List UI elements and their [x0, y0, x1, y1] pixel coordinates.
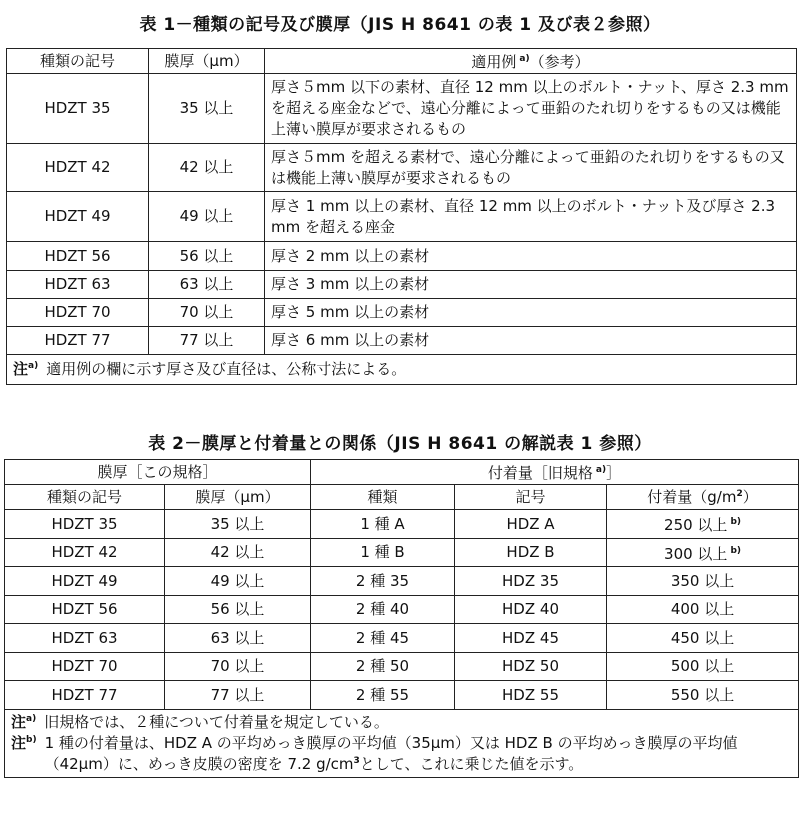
- symbol-cell: HDZT 70: [5, 653, 165, 681]
- mass-cell: 550 以上: [607, 681, 799, 710]
- thickness-cell: 63 以上: [149, 271, 265, 299]
- symbol-cell: HDZT 49: [5, 567, 165, 596]
- table2-group-left: 膜厚［この規格］: [5, 460, 311, 485]
- thickness-cell: 77 以上: [149, 327, 265, 355]
- symbol-cell: HDZT 56: [5, 596, 165, 624]
- table2-header-code: 記号: [455, 485, 607, 510]
- table2-header-thickness: 膜厚（μm）: [165, 485, 311, 510]
- kind-cell: 2 種 35: [311, 567, 455, 596]
- symbol-cell: HDZT 42: [5, 539, 165, 567]
- thickness-cell: 77 以上: [165, 681, 311, 710]
- thickness-cell: 49 以上: [149, 192, 265, 242]
- table-row: [5, 567, 799, 596]
- mass-cell: 500 以上: [607, 653, 799, 681]
- usage-cell: 厚さ 3 mm 以上の素材: [265, 271, 797, 299]
- table-row: [5, 510, 799, 539]
- usage-cell: 厚さ 1 mm 以上の素材、直径 12 mm 以上のボルト・ナット及び厚さ 2.3 mm を超える座金: [265, 192, 797, 242]
- thickness-cell: 49 以上: [165, 567, 311, 596]
- table1-header-thickness: 膜厚（μm）: [149, 49, 265, 74]
- code-cell: HDZ 35: [455, 567, 607, 596]
- kind-cell: 2 種 55: [311, 681, 455, 710]
- kind-cell: 2 種 45: [311, 624, 455, 653]
- note-mark: 注$^{a)}$: [11, 713, 37, 731]
- symbol-cell: HDZT 56: [7, 242, 149, 271]
- table2-header-kind: 種類: [311, 485, 455, 510]
- table2: [4, 459, 799, 778]
- kind-cell: 2 種 40: [311, 596, 455, 624]
- symbol-cell: HDZT 49: [7, 192, 149, 242]
- note-mark: 注$^{b)}$: [11, 734, 37, 752]
- table1-note: [7, 355, 797, 385]
- usage-cell: 厚さ５mm を超える素材で、遠心分離によって亜鉛のたれ切りをするもの又は機能上薄い膜厚が要求されるもの: [265, 144, 797, 192]
- table2-header-mass: 付着量$(g/m^2)$: [607, 485, 799, 510]
- kind-cell: 2 種 50: [311, 653, 455, 681]
- thickness-cell: 63 以上: [165, 624, 311, 653]
- thickness-cell: 42 以上: [149, 144, 265, 192]
- table-row: [5, 681, 799, 710]
- table-row: [7, 192, 797, 242]
- code-cell: HDZ 50: [455, 653, 607, 681]
- table1-header-usage: 適用例 $^{a)}$（参考）: [265, 49, 797, 74]
- code-cell: HDZ A: [455, 510, 607, 539]
- note-text: 適用例の欄に示す厚さ及び直径は、公称寸法による。: [46, 360, 407, 378]
- usage-cell: 厚さ 6 mm 以上の素材: [265, 327, 797, 355]
- mass-cell: 250 以上 $^{b)}$: [607, 510, 799, 539]
- symbol-cell: HDZT 63: [5, 624, 165, 653]
- table1-header-symbol: 種類の記号: [7, 49, 149, 74]
- mass-cell: 350 以上: [607, 567, 799, 596]
- table2-group-header-row: [5, 460, 799, 485]
- symbol-cell: HDZT 35: [5, 510, 165, 539]
- table-row: [7, 74, 797, 144]
- table-row: [5, 653, 799, 681]
- mass-cell: 300 以上 $^{b)}$: [607, 539, 799, 567]
- table2-header-row: [5, 485, 799, 510]
- table-row: [7, 144, 797, 192]
- mass-cell: 450 以上: [607, 624, 799, 653]
- thickness-cell: 56 以上: [165, 596, 311, 624]
- thickness-cell: 42 以上: [165, 539, 311, 567]
- usage-cell: 厚さ 2 mm 以上の素材: [265, 242, 797, 271]
- thickness-cell: 35 以上: [149, 74, 265, 144]
- table-row: [7, 242, 797, 271]
- table1-header-row: [7, 49, 797, 74]
- code-cell: HDZ 40: [455, 596, 607, 624]
- table-row: [5, 596, 799, 624]
- table-row: [5, 624, 799, 653]
- thickness-cell: 35 以上: [165, 510, 311, 539]
- usage-cell: 厚さ 5 mm 以上の素材: [265, 299, 797, 327]
- symbol-cell: HDZT 63: [7, 271, 149, 299]
- table-row: [7, 271, 797, 299]
- note-text: 1 種の付着量は、HDZ A の平均めっき膜厚の平均値（35μm）又は HDZ B の平均めっき膜厚の平均値（42μm）に、めっき皮膜の密度を 7.2 $g/cm^3$として、これに乗じた値を示す。: [44, 734, 738, 773]
- symbol-cell: HDZT 35: [7, 74, 149, 144]
- note-mark: 注$^{a)}$: [13, 360, 39, 378]
- table2-header-symbol: 種類の記号: [5, 485, 165, 510]
- table2-caption: 表 2－膜厚と付着量との関係（JIS H 8641 の解説表 1 参照）: [148, 434, 652, 454]
- table1-caption: 表 1－種類の記号及び膜厚（JIS H 8641 の表 1 及び表２参照）: [139, 15, 661, 35]
- note-b: [11, 733, 792, 775]
- symbol-cell: HDZT 42: [7, 144, 149, 192]
- table2-notes: [5, 710, 799, 778]
- kind-cell: 1 種 B: [311, 539, 455, 567]
- code-cell: HDZ 45: [455, 624, 607, 653]
- note-a: [11, 712, 792, 733]
- table2-notes-row: [5, 710, 799, 778]
- note-text: 旧規格では、２種について付着量を規定している。: [44, 713, 389, 731]
- table1-note-row: [7, 355, 797, 385]
- code-cell: HDZ 55: [455, 681, 607, 710]
- symbol-cell: HDZT 77: [7, 327, 149, 355]
- symbol-cell: HDZT 70: [7, 299, 149, 327]
- kind-cell: 1 種 A: [311, 510, 455, 539]
- mass-cell: 400 以上: [607, 596, 799, 624]
- thickness-cell: 56 以上: [149, 242, 265, 271]
- code-cell: HDZ B: [455, 539, 607, 567]
- usage-cell: 厚さ５mm 以下の素材、直径 12 mm 以上のボルト・ナット、厚さ 2.3 mm を超える座金などで、遠心分離によって亜鉛のたれ切りをするもの又は機能上薄い膜厚が要求されるもの: [265, 74, 797, 144]
- table1: [6, 48, 797, 385]
- thickness-cell: 70 以上: [165, 653, 311, 681]
- thickness-cell: 70 以上: [149, 299, 265, 327]
- table-row: [7, 327, 797, 355]
- table-row: [5, 539, 799, 567]
- table-row: [7, 299, 797, 327]
- symbol-cell: HDZT 77: [5, 681, 165, 710]
- table2-group-right: 付着量［旧規格 $^{a)}$］: [311, 460, 799, 485]
